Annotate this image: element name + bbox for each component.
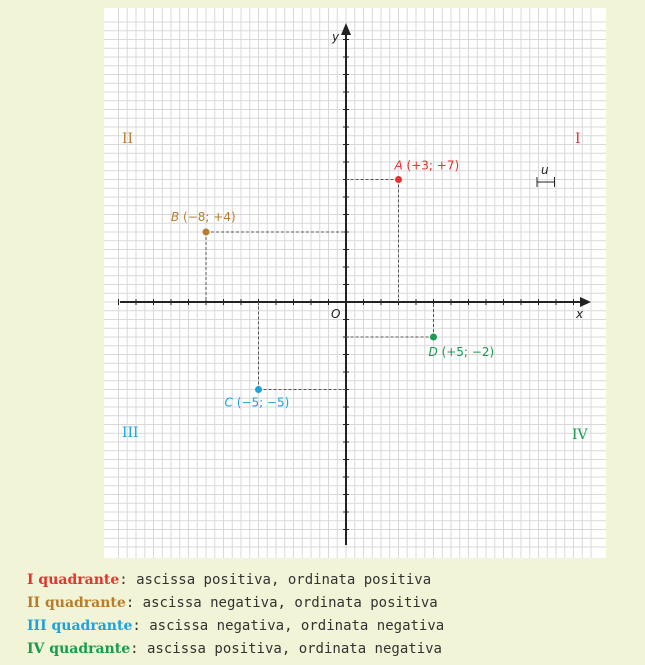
x-axis-label: x (576, 307, 584, 321)
legend-name-4: IV quadrante (27, 641, 131, 657)
point-label-C: C (−5; −5) (224, 395, 290, 410)
legend-name-1: I quadrante (27, 572, 120, 588)
legend-desc-3: : ascissa negativa, ordinata negativa (132, 618, 445, 634)
legend-desc-1: : ascissa positiva, ordinata positiva (119, 572, 432, 588)
quadrant-label-IV: IV (572, 427, 588, 443)
legend-name-2: II quadrante (27, 595, 126, 611)
quadrant-label-III: III (122, 425, 139, 441)
point-label-B: B (−8; +4) (171, 210, 236, 224)
legend-row-3 (27, 615, 444, 638)
point-D (430, 334, 437, 341)
legend-row-2 (27, 592, 444, 615)
legend-desc-2: : ascissa negativa, ordinata positiva (125, 595, 438, 611)
quadrant-label-I: I (575, 131, 581, 147)
legend-row-1 (27, 569, 444, 592)
point-B (203, 229, 210, 236)
point-label-D: D (+5; −2) (428, 345, 495, 359)
y-axis-label: y (332, 30, 340, 44)
unit-label: u (541, 163, 549, 177)
point-A (395, 176, 402, 183)
legend-desc-4: : ascissa positiva, ordinata negativa (130, 641, 442, 657)
origin-label: O (331, 307, 341, 321)
point-label-A: A (+3; +7) (394, 158, 460, 173)
quadrant-legend (27, 569, 444, 661)
legend-row-4 (27, 638, 444, 661)
legend-name-3: III quadrante (27, 618, 133, 634)
quadrant-label-II: II (122, 131, 134, 147)
point-C (255, 386, 262, 393)
